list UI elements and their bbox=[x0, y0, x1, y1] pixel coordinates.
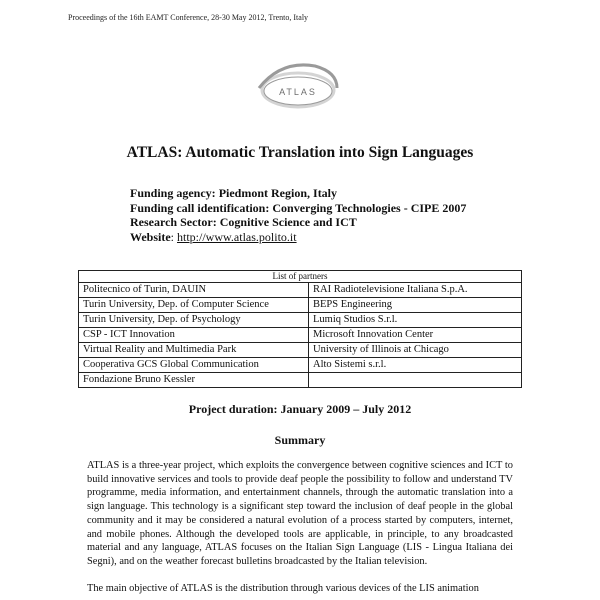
summary-paragraph-1: ATLAS is a three-year project, which exploits the convergence between cognitive sciences and ICT to build innovative services and tools to provide deaf people the possibility to follow and understand TV programme, media information, and entertainment channels, through the automatic translation into a sign language. This technology is a significant step toward the inclusion of deaf people in the global community and it may be considered a natural evolution of a process started by computers, internet, and mobile phones. Although the developed tools are applicable, in principle, to any broadcasted material and any language, ATLAS focuses on the Italian Sign Language (LIS - Lingua Italiana dei Segni), and on the weather forecast bulletins broadcasted by the Italian television. bbox=[87, 460, 513, 567]
atlas-logo bbox=[253, 58, 343, 114]
website-link[interactable]: http://www.atlas.polito.it bbox=[177, 229, 297, 244]
partner-cell: Turin University, Dep. of Computer Science bbox=[79, 298, 309, 313]
research-sector-label: Research Sector: bbox=[130, 215, 217, 229]
partner-cell: CSP - ICT Innovation bbox=[79, 328, 309, 343]
website-row bbox=[130, 230, 466, 245]
partner-cell: Cooperativa GCS Global Communication bbox=[79, 358, 309, 373]
partner-cell: Turin University, Dep. of Psychology bbox=[79, 313, 309, 328]
table-row bbox=[79, 373, 522, 388]
research-sector-row bbox=[130, 215, 466, 230]
funding-agency-label: Funding agency: bbox=[130, 186, 216, 200]
partner-cell: University of Illinois at Chicago bbox=[309, 343, 522, 358]
table-row bbox=[79, 313, 522, 328]
research-sector-value: Cognitive Science and ICT bbox=[219, 215, 357, 229]
partners-table bbox=[78, 270, 522, 388]
paper-title: ATLAS: Automatic Translation into Sign Languages bbox=[126, 144, 474, 161]
table-row bbox=[79, 343, 522, 358]
table-row bbox=[79, 298, 522, 313]
running-header: Proceedings of the 16th EAMT Conference, 28-30 May 2012, Trento, Italy bbox=[68, 13, 309, 22]
logo-text: ATLAS bbox=[279, 87, 317, 97]
table-row bbox=[79, 283, 522, 298]
table-row bbox=[79, 358, 522, 373]
funding-call-row bbox=[130, 201, 466, 216]
partner-cell: BEPS Engineering bbox=[309, 298, 522, 313]
funding-call-value: Converging Technologies - CIPE 2007 bbox=[272, 200, 467, 215]
funding-agency-row bbox=[130, 186, 466, 201]
partner-cell: Virtual Reality and Multimedia Park bbox=[79, 343, 309, 358]
website-label: Website bbox=[130, 229, 171, 244]
project-duration: Project duration: January 2009 – July 2012 bbox=[188, 402, 412, 416]
website-colon: : bbox=[170, 229, 175, 244]
partner-cell: RAI Radiotelevisione Italiana S.p.A. bbox=[309, 283, 522, 298]
partner-cell: Alto Sistemi s.r.l. bbox=[309, 358, 522, 373]
partner-cell: Politecnico of Turin, DAUIN bbox=[79, 283, 309, 298]
partner-cell: Microsoft Innovation Center bbox=[309, 328, 522, 343]
partner-cell-empty bbox=[309, 373, 522, 388]
partner-cell: Fondazione Bruno Kessler bbox=[79, 373, 309, 388]
funding-agency-value: Piedmont Region, Italy bbox=[218, 186, 338, 200]
summary-heading: Summary bbox=[274, 433, 326, 447]
partner-cell: Lumiq Studios S.r.l. bbox=[309, 313, 522, 328]
summary-body bbox=[87, 459, 513, 595]
partners-caption: List of partners bbox=[79, 271, 522, 283]
summary-paragraph-2: The main objective of ATLAS is the distribution through various devices of the LIS animation bbox=[87, 582, 479, 594]
table-row bbox=[79, 328, 522, 343]
funding-block bbox=[130, 186, 466, 244]
logo-arc bbox=[259, 65, 337, 88]
funding-call-label: Funding call identification: bbox=[130, 200, 270, 215]
